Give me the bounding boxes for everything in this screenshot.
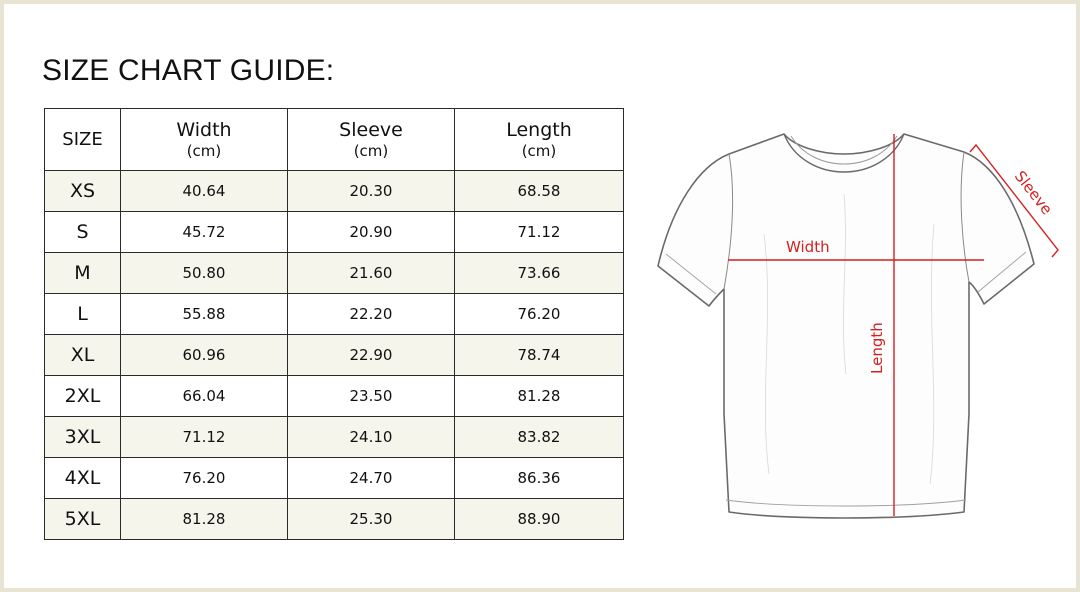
header-length — [455, 109, 624, 171]
table-header-row — [45, 109, 624, 171]
size-cell: 5XL — [45, 499, 121, 540]
size-cell: 4XL — [45, 458, 121, 499]
sleeve-cell: 20.30 — [288, 171, 455, 212]
sleeve-label: Sleeve — [1010, 167, 1056, 219]
size-cell: XS — [45, 171, 121, 212]
table-row — [45, 499, 624, 540]
header-sleeve-unit: (cm) — [353, 141, 389, 160]
width-label: Width — [786, 238, 830, 256]
sleeve-cell: 22.90 — [288, 335, 455, 376]
length-cell: 68.58 — [455, 171, 624, 212]
length-cell: 78.74 — [455, 335, 624, 376]
size-cell: XL — [45, 335, 121, 376]
size-cell: L — [45, 294, 121, 335]
size-cell: 2XL — [45, 376, 121, 417]
header-width — [121, 109, 288, 171]
tshirt-diagram — [644, 114, 1064, 554]
page-frame — [4, 4, 1076, 588]
sleeve-cell: 25.30 — [288, 499, 455, 540]
table-row — [45, 294, 624, 335]
length-cell: 88.90 — [455, 499, 624, 540]
width-cell: 40.64 — [121, 171, 288, 212]
header-size: SIZE — [45, 109, 121, 171]
length-label: Length — [868, 322, 886, 374]
size-cell: M — [45, 253, 121, 294]
table-row — [45, 212, 624, 253]
width-cell: 50.80 — [121, 253, 288, 294]
sleeve-cell: 24.70 — [288, 458, 455, 499]
header-sleeve-name: Sleeve — [339, 118, 403, 141]
tshirt-outline — [658, 134, 1034, 518]
table-row — [45, 253, 624, 294]
table-row — [45, 376, 624, 417]
size-cell: S — [45, 212, 121, 253]
width-cell: 76.20 — [121, 458, 288, 499]
length-cell: 86.36 — [455, 458, 624, 499]
table-row — [45, 458, 624, 499]
header-width-unit: (cm) — [186, 141, 222, 160]
size-chart-table — [44, 108, 624, 540]
width-cell: 66.04 — [121, 376, 288, 417]
table-row — [45, 335, 624, 376]
tshirt-illustration — [644, 114, 1064, 554]
sleeve-cell: 24.10 — [288, 417, 455, 458]
header-width-name: Width — [176, 118, 232, 141]
width-cell: 55.88 — [121, 294, 288, 335]
table-row — [45, 417, 624, 458]
sleeve-cell: 20.90 — [288, 212, 455, 253]
length-cell: 71.12 — [455, 212, 624, 253]
sleeve-cell: 22.20 — [288, 294, 455, 335]
length-cell: 81.28 — [455, 376, 624, 417]
header-sleeve — [288, 109, 455, 171]
width-cell: 45.72 — [121, 212, 288, 253]
length-cell: 76.20 — [455, 294, 624, 335]
header-length-name: Length — [506, 118, 572, 141]
length-cell: 83.82 — [455, 417, 624, 458]
table-row — [45, 171, 624, 212]
width-cell: 81.28 — [121, 499, 288, 540]
sleeve-cell: 23.50 — [288, 376, 455, 417]
size-cell: 3XL — [45, 417, 121, 458]
length-cell: 73.66 — [455, 253, 624, 294]
sleeve-cell: 21.60 — [288, 253, 455, 294]
width-cell: 71.12 — [121, 417, 288, 458]
width-cell: 60.96 — [121, 335, 288, 376]
header-length-unit: (cm) — [521, 141, 557, 160]
page-title: SIZE CHART GUIDE: — [42, 54, 335, 87]
